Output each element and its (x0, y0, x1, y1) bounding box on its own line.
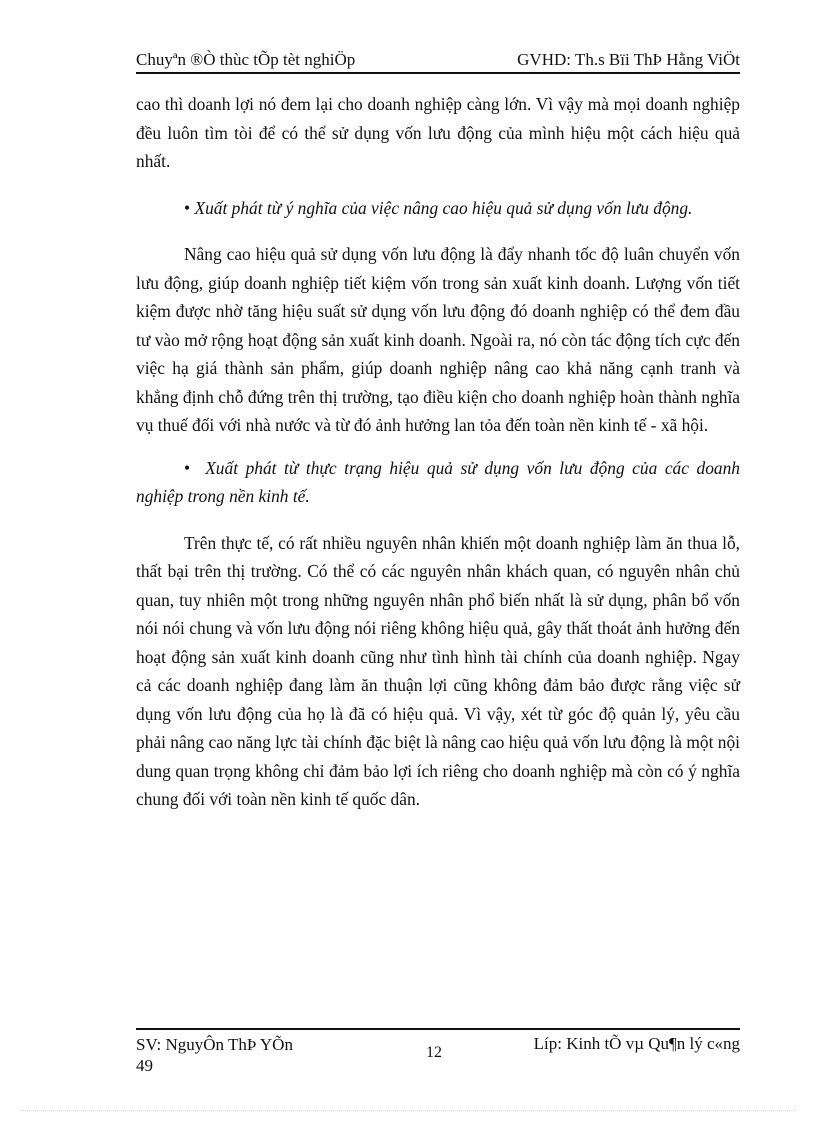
bullet-heading-significance (136, 194, 740, 223)
bullet-heading-reality-text: Xuất phát từ thực trạng hiệu quả sử dụng vốn lưu động của các doanh nghiệp trong nền kinh tế. (136, 457, 740, 506)
bullet-icon: • (184, 457, 191, 478)
page-number: 12 (426, 1044, 442, 1061)
header-advisor: GVHD: Th.s Bïi ThÞ Hằng ViÖt (517, 50, 740, 69)
bullet-heading-reality (136, 454, 740, 511)
page-footer (136, 1034, 740, 1084)
page-body (136, 90, 740, 814)
footer-class: Líp: Kinh tÕ vµ Qu¶n lý c«ng (533, 1034, 740, 1053)
footer-rule (136, 1028, 740, 1030)
header-title: Chuyªn ®Ò thùc tÕp tèt nghiÖp (136, 50, 356, 69)
header-rule (136, 72, 740, 74)
page-bottom-border (20, 1110, 796, 1111)
paragraph-reality: Trên thực tế, có rất nhiều nguyên nhân khiến một doanh nghiệp làm ăn thua lỗ, thất bại trên thị trường. Có thể có các nguyên nhân khách quan, có nguyên nhân chủ quan, tuy nhiên một trong những nguyên nhân phổ biến nhất là sử dụng, phân bổ vốn nói nói chung và vốn lưu động nói riêng không hiệu quả, gây thất thoát ảnh hưởng đến hoạt động sản xuất kinh doanh cũng như tình hình tài chính của doanh nghiệp. Ngay cả các doanh nghiệp đang làm ăn thuận lợi cũng không đảm bảo được rằng việc sử dụng vốn lưu động của họ là đã có hiệu quả. Vì vậy, xét từ góc độ quản lý, yêu cầu phải nâng cao năng lực tài chính đặc biệt là nâng cao hiệu quả vốn lưu động là một nội dung quan trọng không chỉ đảm bảo lợi ích riêng cho doanh nghiệp mà còn có ý nghĩa chung đối với toàn nền kinh tế quốc dân. (136, 532, 740, 809)
paragraph-intro: cao thì doanh lợi nó đem lại cho doanh nghiệp càng lớn. Vì vậy mà mọi doanh nghiệp đều luôn tìm tòi để có thể sử dụng vốn lưu động của mình hiệu một cách hiệu quả nhất. (136, 94, 740, 171)
bullet-icon: • (184, 197, 191, 218)
page-header (136, 50, 740, 72)
paragraph-significance: Nâng cao hiệu quả sử dụng vốn lưu động là đẩy nhanh tốc độ luân chuyển vốn lưu động, giúp doanh nghiệp tiết kiệm vốn trong sản xuất kinh doanh. Lượng vốn tiết kiệm được nhờ tăng hiệu suất sử dụng vốn lưu động đó doanh nghiệp có thể đem đầu tư vào mở rộng hoạt động sản xuất kinh doanh. Ngoài ra, nó còn tác động tích cực đến việc hạ giá thành sản phẩm, giúp doanh nghiệp nâng cao khả năng cạnh tranh và khẳng định chỗ đứng trên thị trường, tạo điều kiện cho doanh nghiệp hoàn thành nghĩa vụ thuế đối với nhà nước và từ đó ảnh hưởng lan tỏa đến toàn nền kinh tế - xã hội. (136, 244, 740, 435)
bullet-heading-significance-text: Xuất phát từ ý nghĩa của việc nâng cao hiệu quả sử dụng vốn lưu động. (194, 197, 693, 218)
footer-student: SV: NguyÔn ThÞ YÕn 49 (136, 1035, 293, 1075)
